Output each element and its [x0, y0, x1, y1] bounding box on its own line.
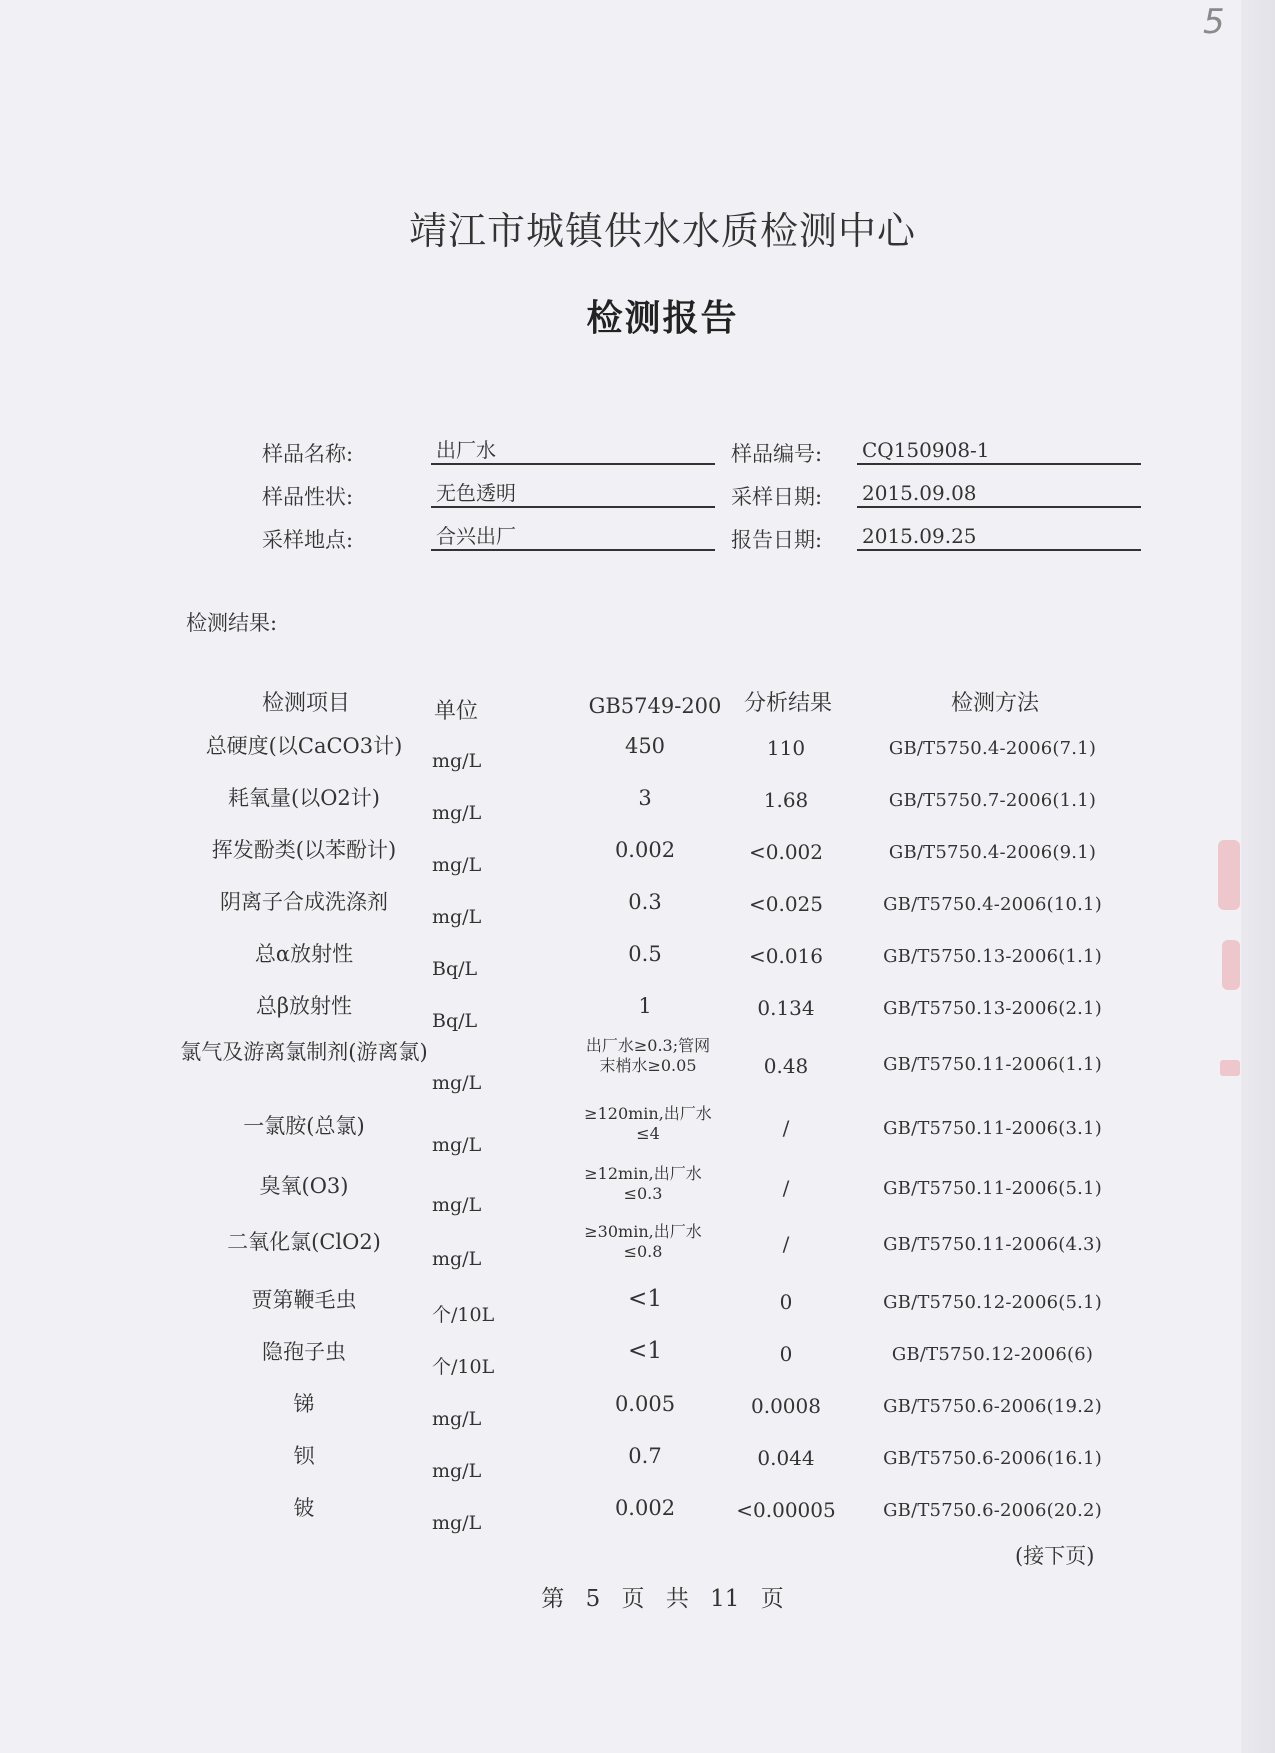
- header-item: 检测项目: [261, 691, 350, 716]
- item-cell: 总α放射性: [254, 942, 354, 966]
- unit-cell: mg/L: [432, 1072, 482, 1094]
- unit-cell: mg/L: [432, 1460, 482, 1482]
- unit-cell: Bq/L: [432, 958, 478, 980]
- continued-next-page-note: (接下页): [1015, 1544, 1095, 1568]
- sampling-date-label: 采样日期:: [731, 485, 823, 509]
- seal-stamp-fragment: [1218, 840, 1240, 910]
- result-cell: <0.025: [748, 892, 823, 916]
- table-row: [0, 832, 1275, 884]
- limit-cell: 0.3: [628, 890, 662, 914]
- result-cell: <0.016: [748, 944, 823, 968]
- unit-cell: 个/10L: [432, 1304, 495, 1326]
- results-label: 检测结果:: [186, 611, 278, 635]
- unit-cell: mg/L: [432, 906, 482, 928]
- item-cell: 锑: [293, 1392, 315, 1416]
- item-cell: 氯气及游离氯制剂(游离氯): [180, 1040, 428, 1064]
- limit-cell: ≥12min,出厂水≤0.3: [584, 1164, 702, 1203]
- unit-cell: mg/L: [432, 750, 482, 772]
- header-method: 检测方法: [950, 691, 1039, 716]
- sample-state-value: 无色透明: [431, 478, 715, 508]
- sample-no-value: CQ150908-1: [857, 435, 1141, 465]
- table-row: [0, 1490, 1275, 1542]
- unit-cell: mg/L: [432, 1194, 482, 1216]
- table-row: [0, 1282, 1275, 1334]
- result-cell: 0.0008: [751, 1394, 821, 1418]
- limit-cell: 450: [624, 734, 666, 758]
- table-row: [0, 1438, 1275, 1490]
- result-cell: 0.134: [757, 996, 815, 1020]
- table-row: [0, 988, 1275, 1040]
- limit-cell: 出厂水≥0.3;管网末梢水≥0.05: [585, 1036, 711, 1075]
- method-cell: GB/T5750.4-2006(10.1): [883, 894, 1102, 915]
- table-row: [0, 936, 1275, 988]
- method-cell: GB/T5750.4-2006(9.1): [888, 842, 1097, 863]
- table-row: [0, 1222, 1275, 1278]
- sampling-site-label: 采样地点:: [262, 528, 354, 552]
- method-cell: GB/T5750.12-2006(6): [891, 1344, 1094, 1365]
- sample-no-label: 样品编号:: [731, 442, 823, 466]
- sample-name-label: 样品名称:: [262, 442, 354, 466]
- result-cell: 1.68: [763, 788, 809, 812]
- item-cell: 铍: [293, 1496, 315, 1520]
- seal-stamp-fragment: [1220, 1060, 1240, 1076]
- limit-cell: 0.002: [614, 838, 676, 862]
- unit-cell: mg/L: [432, 854, 482, 876]
- report-date-label: 报告日期:: [731, 528, 823, 552]
- header-result: 分析结果: [743, 691, 832, 716]
- limit-cell: ≥120min,出厂水≤4: [584, 1104, 712, 1143]
- item-cell: 耗氧量(以O2计): [228, 786, 380, 810]
- method-cell: GB/T5750.6-2006(19.2): [883, 1396, 1102, 1417]
- result-cell: 0.48: [763, 1054, 809, 1078]
- header-limit: GB5749-200: [588, 694, 722, 718]
- result-cell: 0: [779, 1290, 793, 1314]
- result-cell: /: [782, 1176, 790, 1200]
- method-cell: GB/T5750.11-2006(3.1): [883, 1118, 1102, 1139]
- table-row: [0, 1164, 1275, 1220]
- method-cell: GB/T5750.6-2006(20.2): [883, 1500, 1102, 1521]
- item-cell: 总硬度(以CaCO3计): [205, 734, 403, 758]
- result-cell: 0: [779, 1342, 793, 1366]
- unit-cell: 个/10L: [432, 1356, 495, 1378]
- method-cell: GB/T5750.13-2006(1.1): [883, 946, 1102, 967]
- result-cell: <0.00005: [736, 1498, 836, 1522]
- method-cell: GB/T5750.4-2006(7.1): [888, 738, 1097, 759]
- method-cell: GB/T5750.11-2006(1.1): [883, 1054, 1102, 1075]
- unit-cell: mg/L: [432, 1248, 482, 1270]
- item-cell: 钡: [293, 1444, 315, 1468]
- method-cell: GB/T5750.11-2006(4.3): [883, 1234, 1102, 1255]
- table-row: [0, 884, 1275, 936]
- limit-cell: <1: [628, 1338, 662, 1364]
- unit-cell: mg/L: [432, 1134, 482, 1156]
- limit-cell: <1: [628, 1286, 662, 1312]
- result-cell: /: [782, 1116, 790, 1140]
- item-cell: 贾第鞭毛虫: [251, 1288, 357, 1312]
- seal-stamp-fragment: [1222, 940, 1240, 990]
- item-cell: 总β放射性: [255, 994, 353, 1018]
- limit-cell: 0.005: [614, 1392, 676, 1416]
- unit-cell: mg/L: [432, 802, 482, 824]
- result-cell: 0.044: [757, 1446, 815, 1470]
- method-cell: GB/T5750.11-2006(5.1): [883, 1178, 1102, 1199]
- sample-state-label: 样品性状:: [262, 485, 354, 509]
- table-row: [0, 728, 1275, 780]
- limit-cell: 1: [638, 994, 652, 1018]
- result-cell: <0.002: [748, 840, 823, 864]
- unit-cell: mg/L: [432, 1512, 482, 1534]
- table-row: [0, 1334, 1275, 1386]
- method-cell: GB/T5750.6-2006(16.1): [883, 1448, 1102, 1469]
- header-unit: 单位: [434, 699, 479, 724]
- table-row: [0, 1104, 1275, 1160]
- item-cell: 二氧化氯(ClO2): [227, 1230, 381, 1254]
- result-cell: /: [782, 1232, 790, 1256]
- limit-cell: 0.5: [628, 942, 662, 966]
- method-cell: GB/T5750.12-2006(5.1): [883, 1292, 1102, 1313]
- method-cell: GB/T5750.13-2006(2.1): [883, 998, 1102, 1019]
- item-cell: 阴离子合成洗涤剂: [220, 890, 388, 914]
- sampling-date-value: 2015.09.08: [857, 478, 1141, 508]
- unit-cell: Bq/L: [432, 1010, 478, 1032]
- table-row: [0, 1386, 1275, 1438]
- unit-cell: mg/L: [432, 1408, 482, 1430]
- organization-title: 靖江市城镇供水水质检测中心: [408, 209, 916, 253]
- limit-cell: 0.002: [614, 1496, 676, 1520]
- limit-cell: 0.7: [628, 1444, 662, 1468]
- handwritten-page-number: 5: [1203, 2, 1225, 42]
- page-number-footer: 第 5 页 共 11 页: [541, 1586, 784, 1612]
- report-title: 检测报告: [586, 298, 739, 339]
- sampling-site-value: 合兴出厂: [431, 521, 715, 551]
- item-cell: 一氯胺(总氯): [243, 1114, 365, 1138]
- method-cell: GB/T5750.7-2006(1.1): [888, 790, 1097, 811]
- report-date-value: 2015.09.25: [857, 521, 1141, 551]
- result-cell: 110: [766, 736, 806, 760]
- sample-name-value: 出厂水: [431, 435, 715, 465]
- item-cell: 隐孢子虫: [262, 1340, 346, 1364]
- table-row: [0, 780, 1275, 832]
- limit-cell: ≥30min,出厂水≤0.8: [584, 1222, 702, 1261]
- limit-cell: 3: [638, 786, 652, 810]
- table-row: [0, 1036, 1275, 1100]
- item-cell: 臭氧(O3): [259, 1174, 349, 1198]
- item-cell: 挥发酚类(以苯酚计): [211, 838, 397, 862]
